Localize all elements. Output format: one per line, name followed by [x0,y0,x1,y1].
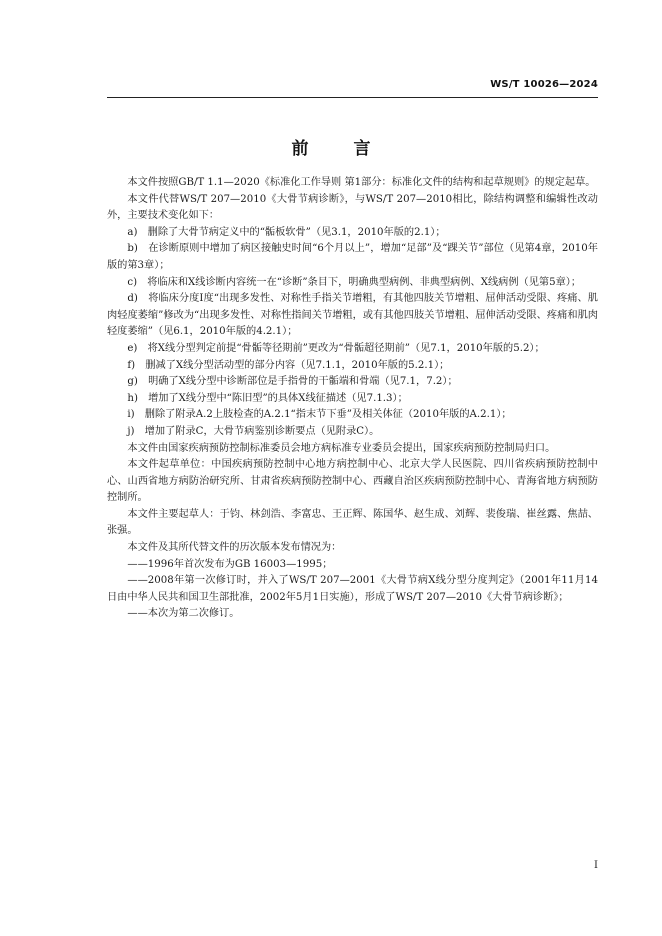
drafting-units-paragraph: 本文件起草单位：中国疾病预防控制中心地方病控制中心、北京大学人民医院、四川省疾病预防控制中心、山西省地方病防治研究所、甘肃省疾病预防控制中心、西藏自治区疾病预防控制中心、青海省地方病预防控制所。 [107,459,598,504]
change-item-a: a) 删除了大骨节病定义中的“骺板软骨”（见3.1，2010年版的2.1）； [127,226,446,238]
page-number: I [594,860,598,871]
history-intro-paragraph: 本文件及其所代替文件的历次版本发布情况为： [127,542,342,554]
proposer-paragraph: 本文件由国家疾病预防控制标准委员会地方病标准专业委员会提出，国家疾病预防控制局归口。 [127,442,556,454]
change-item-g: g) 明确了X线分型中诊断部位是手指骨的干骺端和骨端（见7.1，7.2）； [127,376,458,388]
header-rule [107,97,598,98]
page-title: 前 言 [291,139,385,159]
change-item-c: c) 将临床和X线诊断内容统一在“诊断”条目下，明确典型病例、非典型病例、X线病例（见第5章）； [127,276,582,288]
change-item-i: i) 删除了附录A.2上肢检查的A.2.1“指末节下垂”及相关体征（2010年版的A.2.1）； [127,409,512,421]
history-item: ——本次为第二次修订。 [127,608,240,620]
change-item-f: f) 删减了X线分型活动型的部分内容（见7.1.1，2010年版的5.2.1）； [127,359,450,371]
foreword-body [107,175,598,623]
drafters-paragraph: 本文件主要起草人：于钧、林剑浩、李富忠、王正辉、陈国华、赵生成、刘辉、裴俊瑞、崔丝露、焦喆、张强。 [107,508,598,537]
change-item-e: e) 将X线分型判定前提“骨骺等径期前”更改为“骨骺超径期前”（见7.1，2010年版的5.2）； [127,342,545,354]
drafting-rule-paragraph: 本文件按照GB/T 1.1—2020《标准化工作导则 第1部分：标准化文件的结构和起草规则》的规定起草。 [127,177,596,188]
change-item-j: j) 增加了附录C，大骨节病鉴别诊断要点（见附录C）。 [127,425,380,437]
change-item-b: b) 在诊断原则中增加了病区接触史时间“6个月以上”，增加“足部”及“踝关节”部位（见第4章，2010年版的第3章）； [107,243,598,271]
history-item: ——2008年第一次修订时，并入了WS/T 207—2001《大骨节病X线分型分度判定》（2001年11月14日由中华人民共和国卫生部批准，2002年5月1日实施），形成了WS/T 207—2010《大骨节病诊断》； [107,575,598,603]
change-item-h: h) 增加了X线分型中“陈旧型”的具体X线征描述（见7.1.3）； [127,392,408,404]
change-item-d: d) 将临床分度Ⅰ度“出现多发性、对称性手指关节增粗，有其他四肢关节增粗、屈伸活动受限、疼痛、肌肉轻度萎缩”修改为“出现多发性、对称性指间关节增粗，或有其他四肢关节增粗、屈伸活动受限、疼痛和肌肉轻度萎缩”（见6.1，2010年版的4.2.1）； [107,293,598,338]
document-code: WS/T 10026—2024 [490,79,598,90]
replaces-paragraph: 本文件代替WS/T 207—2010《大骨节病诊断》，与WS/T 207—2010相比，除结构调整和编辑性改动外，主要技术变化如下： [107,193,598,222]
history-item: ——1996年首次发布为GB 16003—1995； [127,558,333,570]
